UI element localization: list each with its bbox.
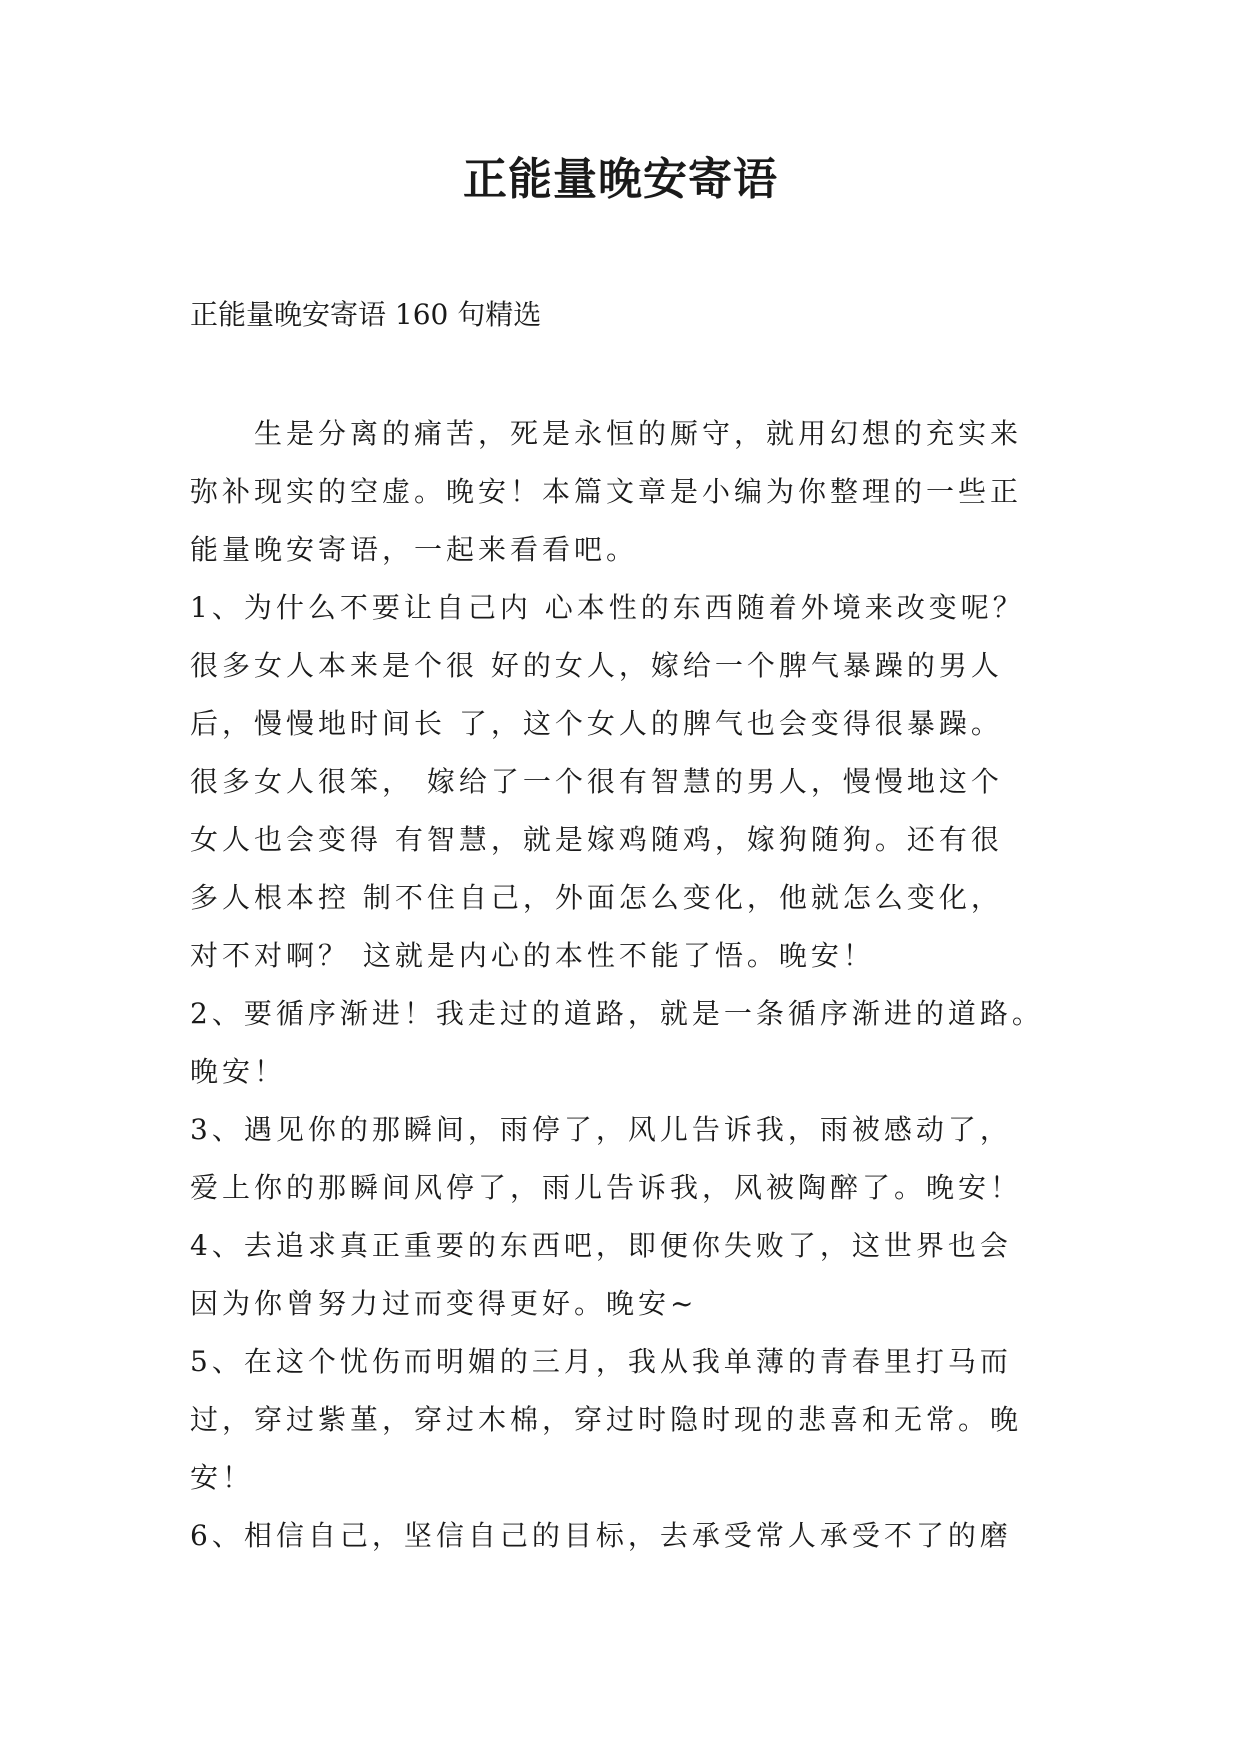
body-line: 1、为什么不要让自己内 心本性的东西随着外境来改变呢？ <box>190 591 1025 624</box>
body-line: 能量晚安寄语，一起来看看吧。 <box>190 533 639 566</box>
body-line: 爱上你的那瞬间风停了，雨儿告诉我，风被陶醉了。晚安！ <box>190 1171 1023 1204</box>
body-line: 安！ <box>190 1461 255 1494</box>
body-line: 弥补现实的空虚。晚安！本篇文章是小编为你整理的一些正 <box>190 475 1023 508</box>
body-line: 2、要循序渐进！我走过的道路，就是一条循序渐进的道路。 <box>190 997 1044 1030</box>
body-line: 很多女人很笨， 嫁给了一个很有智慧的男人，慢慢地这个 <box>190 765 1003 798</box>
body-line: 过，穿过紫堇，穿过木棉，穿过时隐时现的悲喜和无常。晚 <box>190 1403 1023 1436</box>
body-line: 5、在这个忧伤而明媚的三月，我从我单薄的青春里打马而 <box>190 1345 1012 1378</box>
body-line: 对不对啊？ 这就是内心的本性不能了悟。晚安！ <box>190 939 875 972</box>
document-body <box>190 405 1090 1565</box>
document-subtitle: 正能量晚安寄语 160 句精选 <box>190 298 542 331</box>
body-line: 很多女人本来是个很 好的女人，嫁给一个脾气暴躁的男人 <box>190 649 1003 682</box>
page-title: 正能量晚安寄语 <box>463 154 778 205</box>
body-line: 生是分离的痛苦，死是永恒的厮守，就用幻想的充实来 <box>190 417 1023 450</box>
body-line: 6、相信自己，坚信自己的目标，去承受常人承受不了的磨 <box>190 1519 1012 1552</box>
body-line: 因为你曾努力过而变得更好。晚安~ <box>190 1287 698 1320</box>
body-line: 4、去追求真正重要的东西吧，即便你失败了，这世界也会 <box>190 1229 1012 1262</box>
body-line: 女人也会变得 有智慧，就是嫁鸡随鸡，嫁狗随狗。还有很 <box>190 823 1003 856</box>
body-line: 后，慢慢地时间长 了，这个女人的脾气也会变得很暴躁。 <box>190 707 1003 740</box>
body-line: 晚安！ <box>190 1055 287 1088</box>
body-line: 多人根本控 制不住自己，外面怎么变化，他就怎么变化， <box>190 881 1003 914</box>
body-line: 3、遇见你的那瞬间，雨停了，风儿告诉我，雨被感动了， <box>190 1113 1012 1146</box>
